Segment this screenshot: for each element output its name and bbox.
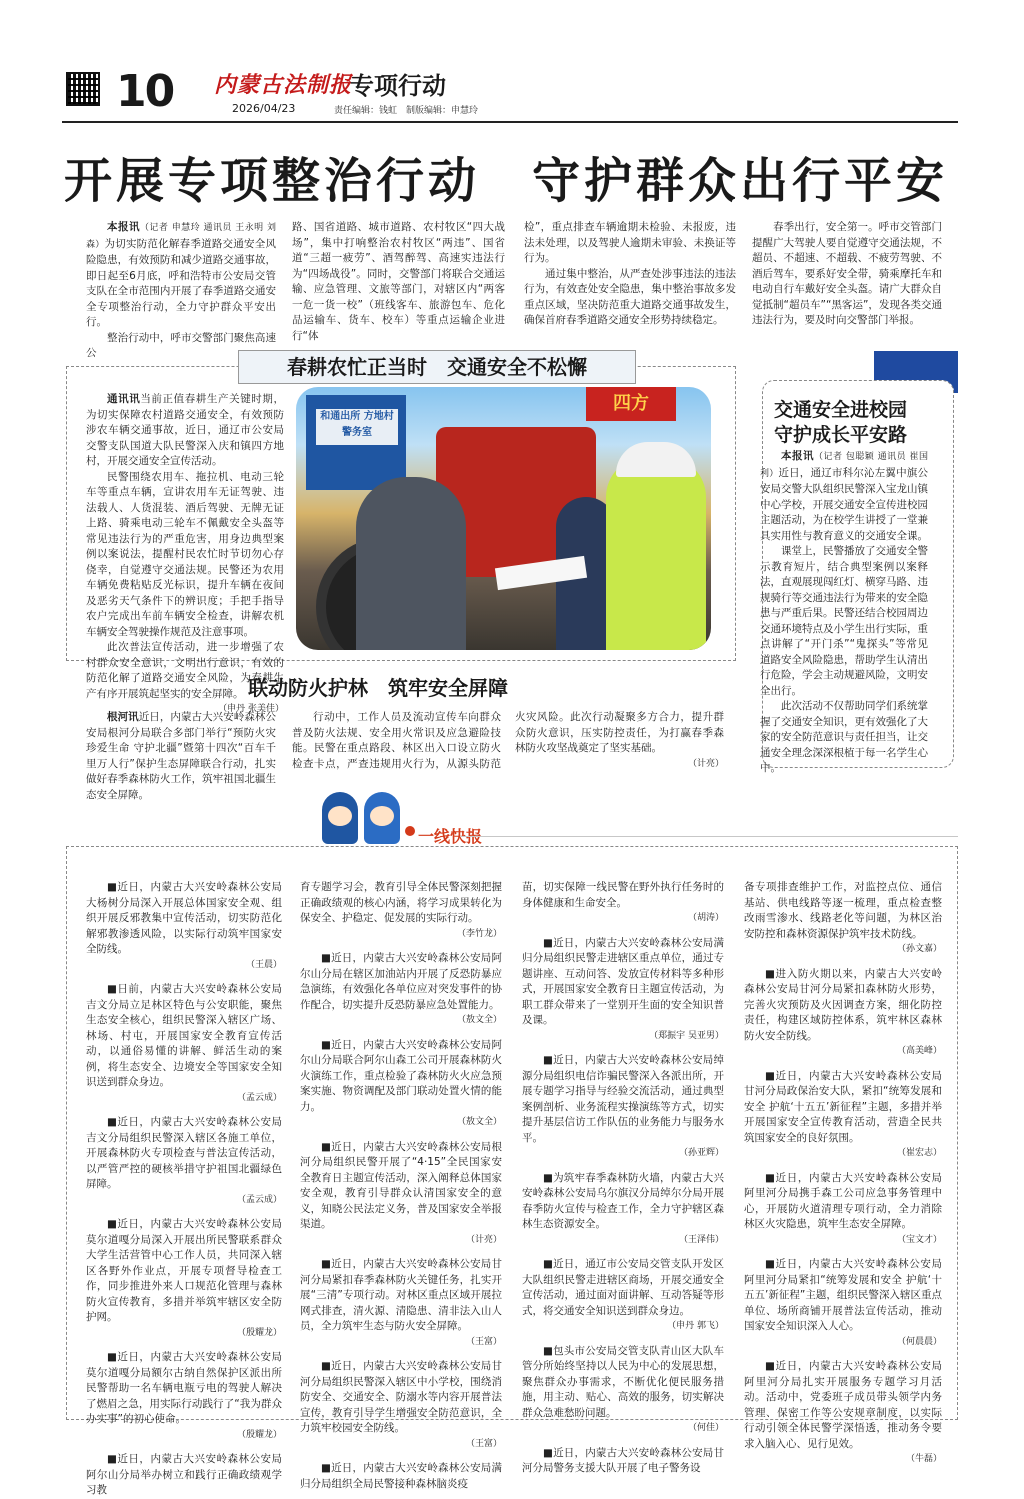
briefs-dot-icon	[405, 826, 415, 836]
brief-item: ■近日，内蒙古大兴安岭森林公安局满归分局组织民警走进辖区重点单位，通过专题讲座、互动问答、发放宣传材料等多种形式，开展国家安全教育日主题宣传活动，为职工群众带来了一堂别开生面的安全知识普及课。	[522, 936, 724, 1026]
editors-line: 责任编辑：钱虹 制版编辑：申慧玲	[334, 106, 479, 116]
paragraph: 行动中，工作人员及流动宣传车向群众普及防火法规、安全用火常识及应急避险技能。民警在重点路段、林区出入口设立防火检查卡点，严查违规用火行为，从源头防范火灾风险。此次行动凝聚多方合力，提升群众防火意识，压实防控责任，为打赢春季森林防火攻坚战奠定了坚实基础。	[292, 711, 724, 770]
author-sign: （申丹 张美佳）	[218, 704, 284, 714]
brief-item: ■日前，内蒙古大兴安岭森林公安局吉文分局立足林区特色与公安职能，聚焦生态安全核心，组织民警深入辖区广场、林场、村屯，开展国家安全教育宣传活动，以通俗易懂的讲解、鲜活生动的案例，将生态安全、边境安全等国家安全知识送到群众身边。	[86, 983, 282, 1088]
shop-sign: 四方	[586, 387, 676, 421]
brief-item: 备专项排查维护工作，对监控点位、通信基站、供电线路等逐一梳理，重点检查整改雨雪渗水、线路老化等问题，为林区治安防控和森林资源保护筑牢技术防线。	[744, 881, 942, 940]
briefs-col1	[86, 880, 282, 1499]
section-title: 专项行动	[350, 71, 446, 100]
author-sign: （何晨晨）	[896, 1336, 942, 1347]
paragraph: 整治行动中，呼市交警部门聚焦高速公	[86, 331, 276, 359]
main-headline: 开展专项整治行动 守护群众出行平安	[64, 153, 949, 209]
school-section-text	[760, 449, 928, 777]
brief-item: ■近日，内蒙古大兴安岭森林公安局满归分局组织全局民警接种森林脑炎疫	[300, 1462, 502, 1490]
author-sign: （胡涛）	[687, 913, 724, 923]
brief-item: ■近日，内蒙古大兴安岭森林公安局绰源分局组织电信诈骗民警深入各派出所，开展专题学习指导与经验交流活动，通过典型案例剖析、业务流程实操演练等方式，切实提升基层信访工作队伍的业务能力与服务水平。	[522, 1054, 724, 1144]
main-article-col1	[86, 220, 276, 362]
mascot-face	[328, 806, 352, 826]
brief-item: ■包头市公安局交管支队青山区大队车管分所始终坚持以人民为中心的发展思想，聚焦群众办事需求，不断优化便民服务措施，用主动、贴心、高效的服务，切实解决群众急难愁盼问题。	[522, 1344, 724, 1419]
author-sign: （王晨）	[245, 959, 282, 970]
brief-item: ■近日，内蒙古大兴安岭森林公安局吉文分局组织民警深入辖区各施工单位，开展森林防火专项检查与普法宣传活动，以严管严控的硬核举措守护祖国北疆绿色屏障。	[86, 1116, 282, 1190]
author-sign: （崔宏志）	[896, 1148, 942, 1158]
brief-item: ■近日，内蒙古大兴安岭森林公安局根河分局组织民警开展了“4·15”全民国家安全教育日主题宣传活动，深入阐释总体国家安全观，教育引导群众认清国家安全的意义，知晓公民法定义务，普及国家安全举报渠道。	[300, 1140, 502, 1230]
briefs-col3	[522, 880, 724, 1477]
brief-item: ■近日，内蒙古大兴安岭森林公安局阿尔山分局在辖区加油站内开展了反恐防暴应急演练，有效强化各单位应对突发事件的协作配合，切实提升反恐防暴应急处置能力。	[300, 952, 502, 1011]
briefs-col4	[744, 880, 942, 1477]
issue-date: 2026/04/23	[232, 102, 296, 115]
author-sign: （王泽伟）	[678, 1234, 724, 1245]
title-line: 交通安全进校园	[774, 399, 908, 421]
school-section-title	[774, 398, 950, 448]
traffic-police-figure	[606, 457, 706, 650]
page-number: 10	[116, 66, 174, 117]
author-sign: （申丹 郭飞）	[667, 1321, 724, 1331]
author-sign: （殷耀龙）	[236, 1429, 282, 1440]
farmer-figure	[356, 477, 466, 650]
brief-item: 育专题学习会，教育引导全体民警深刻把握正确政绩观的核心内涵，将学习成果转化为保安全、护稳定、促发展的实际行动。	[300, 881, 502, 924]
briefs-title: 一线快报	[418, 827, 483, 846]
forest-section-col1	[86, 710, 276, 803]
title-line: 守护成长平安路	[774, 424, 908, 446]
briefs-rule	[460, 836, 958, 837]
paragraph: 此次活动不仅帮助同学们系统掌握了交通安全知识，更有效强化了大家的安全防范意识与责任担当，让交通安全理念深深根植于每一名学生心中。	[760, 700, 928, 774]
paragraph: 近日，内蒙古大兴安岭森林公安局根河分局联合多部门举行“预防火灾 珍爱生命 守护北疆”暨第十四次“百车千里万人行”保护生态屏障联合行动，扎实做好春季森林防火工作，筑牢祖国北疆生态安全屏障。	[86, 711, 277, 801]
dateline: 本报讯	[107, 221, 140, 233]
mascot-figure	[322, 792, 358, 844]
mascot-face	[370, 806, 394, 826]
brief-item: ■近日，通辽市公安局交管支队开发区大队组织民警走进辖区商场，开展交通安全宣传活动，通过面对面讲解、互动答疑等形式，将交通安全知识送到群众身边。	[522, 1258, 724, 1317]
dateline: 通讯讯	[107, 393, 141, 405]
brief-item: ■近日，内蒙古大兴安岭森林公安局阿里河分局紧扣“统筹发展和安全 护航‘十五五’新征程”主题，组织民警深入辖区重点单位、场所商铺开展普法宣传活动，推动国家安全知识深入人心。	[744, 1258, 942, 1332]
author-sign: （王富）	[465, 1438, 502, 1449]
police-mascot	[316, 786, 406, 846]
byline: （记者 申慧玲 通讯员 王永明 刘森）	[86, 223, 277, 250]
header-rule	[62, 121, 958, 123]
byline: （记者 包聪颖 通讯员 崔国利）	[760, 452, 928, 479]
author-sign: （计亮）	[465, 1234, 502, 1245]
main-article-col4	[752, 220, 942, 329]
paragraph: 通过集中整治，从严查处涉事违法的违法行为，有效查处安全隐患，集中整治事故多发重点区域，坚决防范重大道路交通事故发生，确保首府春季道路交通安全形势持续稳定。	[524, 267, 736, 326]
paragraph: 路、国省道路、城市道路、农村牧区“四大战场”，集中打响整治农村牧区“两违”、国省道“三超一疲劳”、酒驾醉驾、高速实违法行为“四场战役”。同时，交警部门将联合交通运输、应急管理、文旅等部门，对辖区内“两客一危一货一校”（班线客车、旅游包车、危化品运输车、货车、校车）等重点运输企业进行“体	[292, 221, 505, 342]
news-photo	[296, 387, 711, 650]
paragraph: 春季出行，安全第一。呼市交管部门提醒广大驾驶人要自觉遵守交通法规，不超员、不超速、不超载、不疲劳驾驶、不酒后驾车，要系好安全带，骑乘摩托车和电动自行车戴好安全头盔。请广大群众自觉抵制“超员车”“黑客运”，发现各类交通违法行为，要及时向交警部门举报。	[752, 221, 942, 326]
brief-item: ■近日，内蒙古大兴安岭森林公安局阿尔山分局联合阿尔山森工公司开展森林防火火演练工作，重点检验了森林防火火应急预案实施、物资调配及部门联动处置火情的能力。	[300, 1038, 502, 1113]
police-cap	[616, 442, 696, 477]
qr-code	[66, 72, 100, 106]
brief-item: ■近日，内蒙古大兴安岭森林公安局大杨树分局深入开展总体国家安全观、组织开展反邪教集中宣传活动，切实防范化解邪教渗透风险，以实际行动筑牢国家安全防线。	[86, 881, 282, 955]
forest-section-col2	[292, 710, 724, 772]
masthead-logo: 内蒙古法制报	[214, 72, 353, 98]
police-station-sign: 和通出所 方地村警务室	[316, 409, 398, 445]
brief-item: ■近日，内蒙古大兴安岭森林公安局甘河分局紧扣春季森林防火关键任务，扎实开展“三清”专项行动。对林区重点区域开展拉网式排查，清火源、清隐患、清非法入山人员，全力筑牢生态与防火安全屏障。	[300, 1258, 502, 1332]
dateline: 本报讯	[781, 450, 814, 462]
paragraph: 检”，重点排查车辆逾期未检验、未报废，违法未处理，以及驾驶人逾期未审验、未换证等行为。	[524, 221, 736, 264]
brief-item: ■近日，内蒙古大兴安岭森林公安局莫尔道嘎分局深入开展出所民警联系群众大学生活营管中心工作人员，共同深入辖区各野外作业点，开展专项督导检查工作，同步推进外来人口规范化管理与森林防火宣传教育，多措并举筑牢辖区安全防护网。	[86, 1218, 282, 1323]
paragraph: 此次普法宣传活动，进一步增强了农村群众安全意识，文明出行意识，有效的防范化解了道路交通安全风险，为春耕生产有序开展筑起坚实的安全屏障。	[86, 641, 284, 700]
brief-item: ■近日，内蒙古大兴安岭森林公安局阿尔山分局举办树立和践行正确政绩观学习教	[86, 1453, 282, 1496]
author-sign: （李竹龙）	[456, 928, 502, 939]
brief-item: 苗，切实保障一线民警在野外执行任务时的身体健康和生命安全。	[522, 881, 724, 909]
author-sign: （孙亚辉）	[678, 1148, 724, 1158]
paragraph: 民警围绕农用车、拖拉机、电动三轮车等重点车辆，宣讲农用车无证驾驶、违法载人、人货混装、酒后驾驶、无牌无证上路、骑乘电动三轮车不佩戴安全头盔等常见违法行为的严重危害，用身边典型案例以案说法，提醒村民农忙时节切勿心存侥幸，自觉遵守交通法规。民警还为农用车辆免费粘贴反光标识，提升车辆在夜间及恶劣天气条件下的辨识度；手把手指导农户完成出车前车辆安全检查，讲解农机车辆安全驾驶操作规范及注意事项。	[86, 470, 284, 638]
main-article-col2	[292, 220, 505, 344]
spring-section-text	[86, 392, 284, 718]
author-sign: （何佳）	[687, 1423, 724, 1433]
brief-item: ■近日，内蒙古大兴安岭森林公安局阿里河分局扎实开展服务专题学习月活动。活动中，党委班子成员带头领学内务管理、保密工作等公安规章制度，以实际行动引领全体民警学深悟透，推动务令要求入脑入心、见行见效。	[744, 1360, 942, 1450]
author-sign: （敖文全）	[456, 1015, 502, 1025]
author-sign: （殷耀龙）	[236, 1327, 282, 1338]
author-sign: （孟云成）	[236, 1092, 282, 1103]
author-sign: （宝文才）	[896, 1234, 942, 1245]
author-sign: （郑振宇 吴亚男）	[649, 1030, 724, 1041]
author-sign: （牛磊）	[905, 1454, 942, 1464]
author-sign: （计亮）	[687, 758, 724, 769]
forest-section-title: 联动防火护林 筑牢安全屏障	[248, 676, 508, 700]
brief-item: ■近日，内蒙古大兴安岭森林公安局甘河分局警务支援大队开展了电子警务设	[522, 1446, 724, 1474]
brief-item: ■近日，内蒙古大兴安岭森林公安局阿里河分局携手森工公司应急事务管理中心，开展防火道清理专项行动，全力消除林区火灾隐患，筑牢生态安全屏障。	[744, 1171, 942, 1230]
author-sign: （敖文全）	[456, 1117, 502, 1127]
author-sign: （孙文嘉）	[896, 944, 942, 954]
brief-item: ■进入防火期以来，内蒙古大兴安岭森林公安局甘河分局紧扣森林防火形势，完善火灾预防及火因调查方案，细化防控责任，构建区域防控体系，筑牢林区森林防火安全防线。	[744, 967, 942, 1042]
brief-item: ■近日，内蒙古大兴安岭森林公安局甘河分局政保治安大队，紧扣“统筹发展和安全 护航‘十五五’新征程”主题，多措并举开展国家安全宣传教育活动，营造全民共筑国家安全的良好氛围。	[744, 1069, 942, 1144]
mascot-figure	[364, 792, 400, 844]
brief-item: ■近日，内蒙古大兴安岭森林公安局甘河分局组织民警深入辖区中小学校，围绕消防安全、交通安全、防溺水等内容开展普法宣传，教育引导学生增强安全防范意识，全力筑牢校园安全防线。	[300, 1360, 502, 1434]
main-article-col3	[524, 220, 736, 329]
brief-item: ■近日，内蒙古大兴安岭森林公安局莫尔道嘎分局额尔古纳自然保护区派出所民警帮助一名车辆电瓶亏电的驾驶人解决了燃眉之急，用实际行动践行了“我为群众办实事”的初心使命。	[86, 1351, 282, 1425]
paragraph: 近日，通辽市科尔沁左翼中旗公安局交警大队组织民警深入宝龙山镇中心学校，开展交通安全宣传进校园主题活动，为在校学生讲授了一堂兼具实用性与教育意义的交通安全课。	[760, 466, 928, 542]
dateline: 根河讯	[107, 711, 139, 723]
author-sign: （高美峰）	[896, 1046, 942, 1056]
paragraph: 为切实防范化解春季道路交通安全风险隐患，有效预防和减少道路交通事故，即日起至6月底，呼和浩特市公安局交管支队在全市范围内开展了春季道路交通安全专项整治行动，全力守护群众平安出行。	[86, 237, 276, 328]
spring-section-title: 春耕农忙正当时 交通安全不松懈	[238, 350, 636, 384]
paragraph: 当前正值春耕生产关键时期，为切实保障农村道路交通安全，有效预防涉农车辆交通事故，近日，通辽市公安局交警支队国道大队民警深入庆和镇四方地村，开展交通安全宣传活动。	[86, 393, 285, 467]
author-sign: （王富）	[465, 1336, 502, 1347]
briefs-col2	[300, 880, 502, 1492]
brief-item: ■为筑牢春季森林防火墙，内蒙古大兴安岭森林公安局乌尔旗汉分局绰尔分局开展春季防火宣传与检查工作，全力守护辖区森林生态资源安全。	[522, 1171, 724, 1230]
paragraph: 课堂上，民警播放了交通安全警示教育短片，结合典型案例以案释法，直观展现闯红灯、横穿马路、违规骑行等交通违法行为带来的安全隐患与严重后果。民警还结合校园周边交通环境特点及小学生出行实际，重点讲解了“开门杀”“鬼探头”等常见道路安全风险隐患，帮助学生认清出行危险，学会主动规避风险，文明安全出行。	[760, 545, 928, 697]
author-sign: （孟云成）	[236, 1194, 282, 1205]
